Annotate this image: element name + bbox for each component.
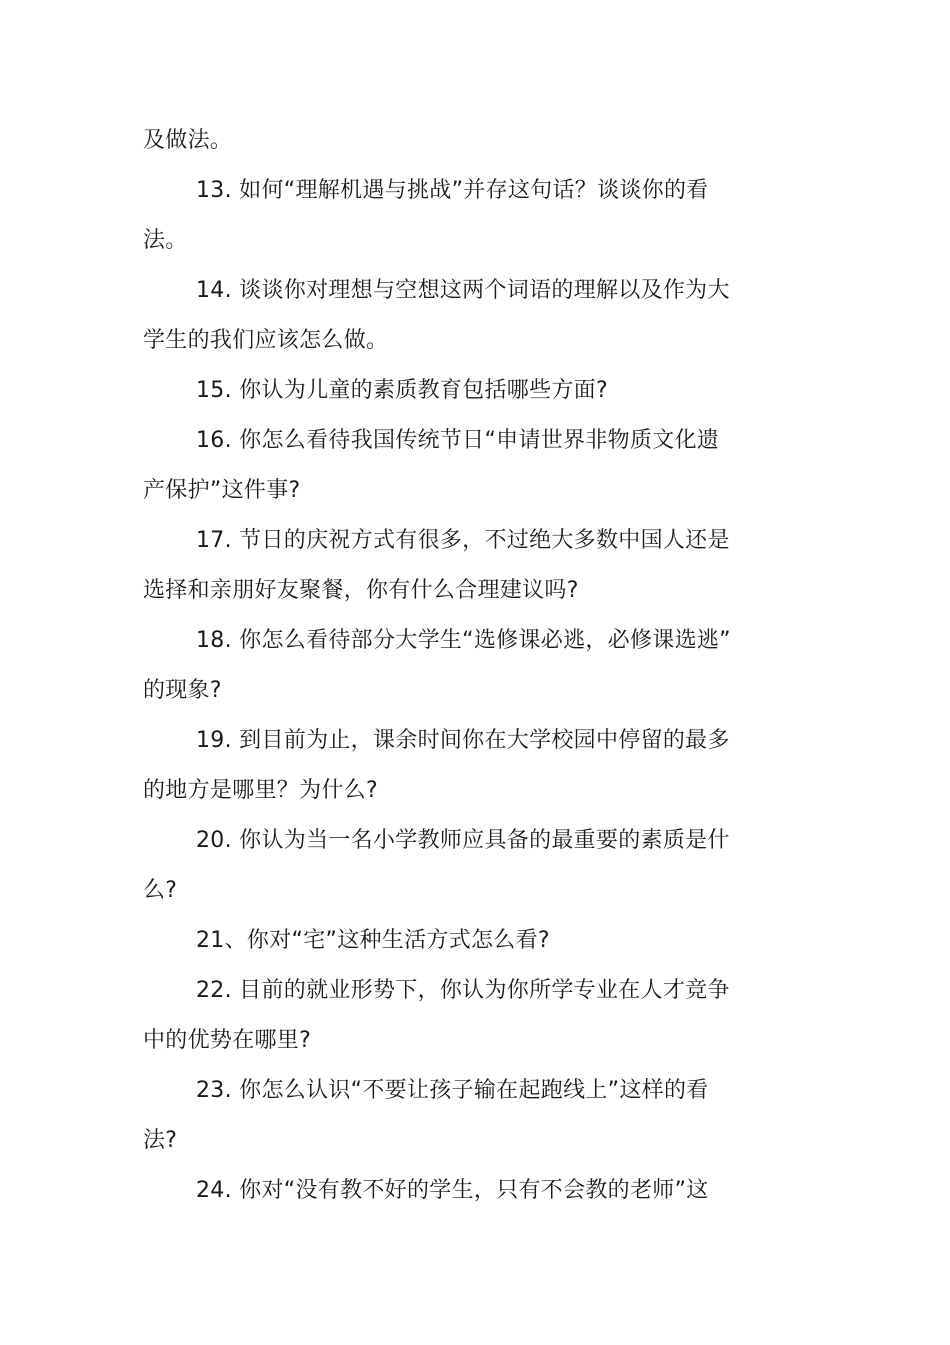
text-line-16: 么? bbox=[143, 878, 178, 903]
question-23: 23. 你怎么认识“不要让孩子输在起跑线上”这样的看 bbox=[196, 1078, 709, 1103]
question-15: 15. 你认为儿童的素质教育包括哪些方面? bbox=[196, 378, 608, 403]
text-line-10: 选择和亲朋好友聚餐，你有什么合理建议吗? bbox=[143, 578, 579, 603]
text-line-5: 学生的我们应该怎么做。 bbox=[143, 328, 389, 353]
question-16: 16. 你怎么看待我国传统节日“申请世界非物质文化遗 bbox=[196, 428, 720, 453]
question-13: 13. 如何“理解机遇与挑战”并存这句话？谈谈你的看 bbox=[196, 178, 709, 203]
text-line-8: 产保护”这件事? bbox=[143, 478, 301, 503]
question-14: 14. 谈谈你对理想与空想这两个词语的理解以及作为大 bbox=[196, 278, 730, 303]
text-line-1: 及做法。 bbox=[143, 128, 233, 153]
question-24: 24. 你对“没有教不好的学生，只有不会教的老师”这 bbox=[196, 1178, 709, 1203]
text-line-19: 中的优势在哪里? bbox=[143, 1028, 312, 1053]
question-19: 19. 到目前为止，课余时间你在大学校园中停留的最多 bbox=[196, 728, 730, 753]
question-17: 17. 节日的庆祝方式有很多，不过绝大多数中国人还是 bbox=[196, 528, 730, 553]
question-20: 20. 你认为当一名小学教师应具备的最重要的素质是什 bbox=[196, 828, 730, 853]
text-line-21: 法? bbox=[143, 1128, 178, 1153]
question-18: 18. 你怎么看待部分大学生“选修课必逃，必修课选逃” bbox=[196, 628, 731, 653]
text-line-14: 的地方是哪里？为什么? bbox=[143, 778, 378, 803]
text-line-3: 法。 bbox=[143, 228, 188, 253]
text-line-12: 的现象? bbox=[143, 678, 222, 703]
question-22: 22. 目前的就业形势下，你认为你所学专业在人才竞争 bbox=[196, 978, 730, 1003]
question-21: 21、你对“宅”这种生活方式怎么看? bbox=[196, 928, 550, 953]
